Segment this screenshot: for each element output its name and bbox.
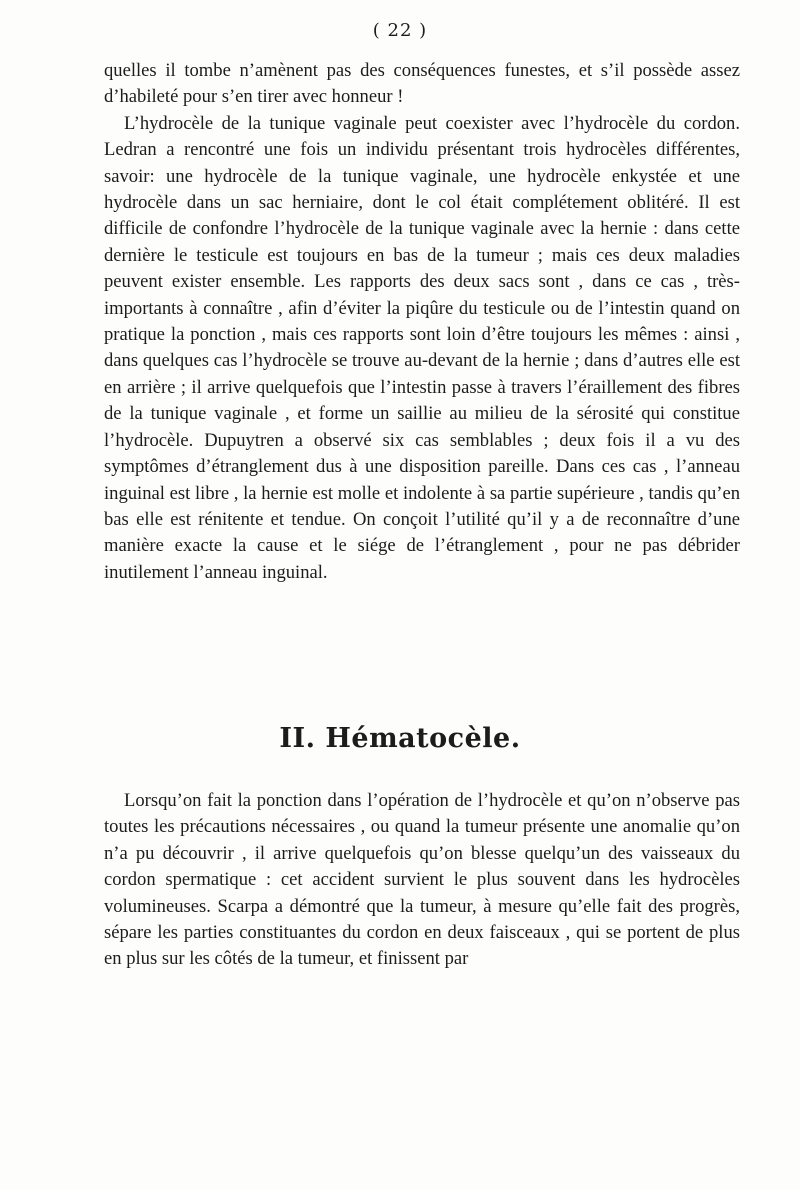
- text-block-hematocele: [104, 788, 740, 973]
- paragraph-hydrocele-cordon: L’hydrocèle de la tunique vaginale peut coexister avec l’hydrocèle du cordon. Ledran a rencontré une fois un individu présentant trois hydrocèles différentes, savoir: une hydrocèle de la tunique vaginale, une hydrocèle enkystée et une hydrocèle dans un sac herniaire, dont le col était complétement oblitéré. Il est difficile de confondre l’hydrocèle de la tunique vaginale avec la hernie : dans cette dernière le testicule est toujours en bas de la tumeur ; mais ces deux maladies peuvent exister ensemble. Les rapports des deux sacs sont , dans ce cas , très-importants à connaître , afin d’éviter la piqûre du testicule ou de l’intestin quand on pratique la ponction , mais ces rapports sont loin d’être toujours les mêmes : ainsi , dans quelques cas l’hydrocèle se trouve au-devant de la hernie ; dans d’autres elle est en arrière ; il arrive quelquefois que l’intestin passe à travers l’éraillement des fibres de la tunique vaginale , et forme un saillie au milieu de la sérosité qui constitue l’hydrocèle. Dupuytren a observé six cas semblables ; deux fois il a vu des symptômes d’étranglement dus à une disposition pareille. Dans ces cas , l’anneau inguinal est libre , la hernie est molle et indolente à sa partie supérieure , tandis qu’en bas elle est rénitente et tendue. On conçoit l’utilité qu’il y a de reconnaître d’une manière exacte la cause et le siége de l’étranglement , pour ne pas débrider inutilement l’anneau inguinal.: [104, 112, 740, 583]
- paragraph-hematocele: Lorsqu’on fait la ponction dans l’opération de l’hydrocèle et qu’on n’observe pas toutes les précautions nécessaires , ou quand la tumeur présente une anomalie qu’on n’a pu découvrir , il arrive quelquefois qu’on blesse quelqu’un des vaisseaux du cordon spermatique : cet accident survient le plus souvent dans les hydrocèles volumineuses. Scarpa a démontré que la tumeur, à mesure qu’elle fait des progrès, sépare les parties constituantes du cordon en deux faisceaux , qui se portent de plus en plus sur les côtés de la tumeur, et finissent par: [104, 790, 740, 970]
- paragraph-continuation: quelles il tombe n’amènent pas des conséquences funestes, et s’il possède assez d’habileté pour s’en tirer avec honneur !: [104, 60, 740, 108]
- section-numeral: II: [279, 723, 306, 754]
- section-heading-hematocele: [0, 723, 800, 754]
- text-block-hydrocele: [104, 58, 740, 586]
- page-number: ( 22 ): [372, 20, 428, 41]
- section-title: . Hématocèle.: [305, 723, 521, 754]
